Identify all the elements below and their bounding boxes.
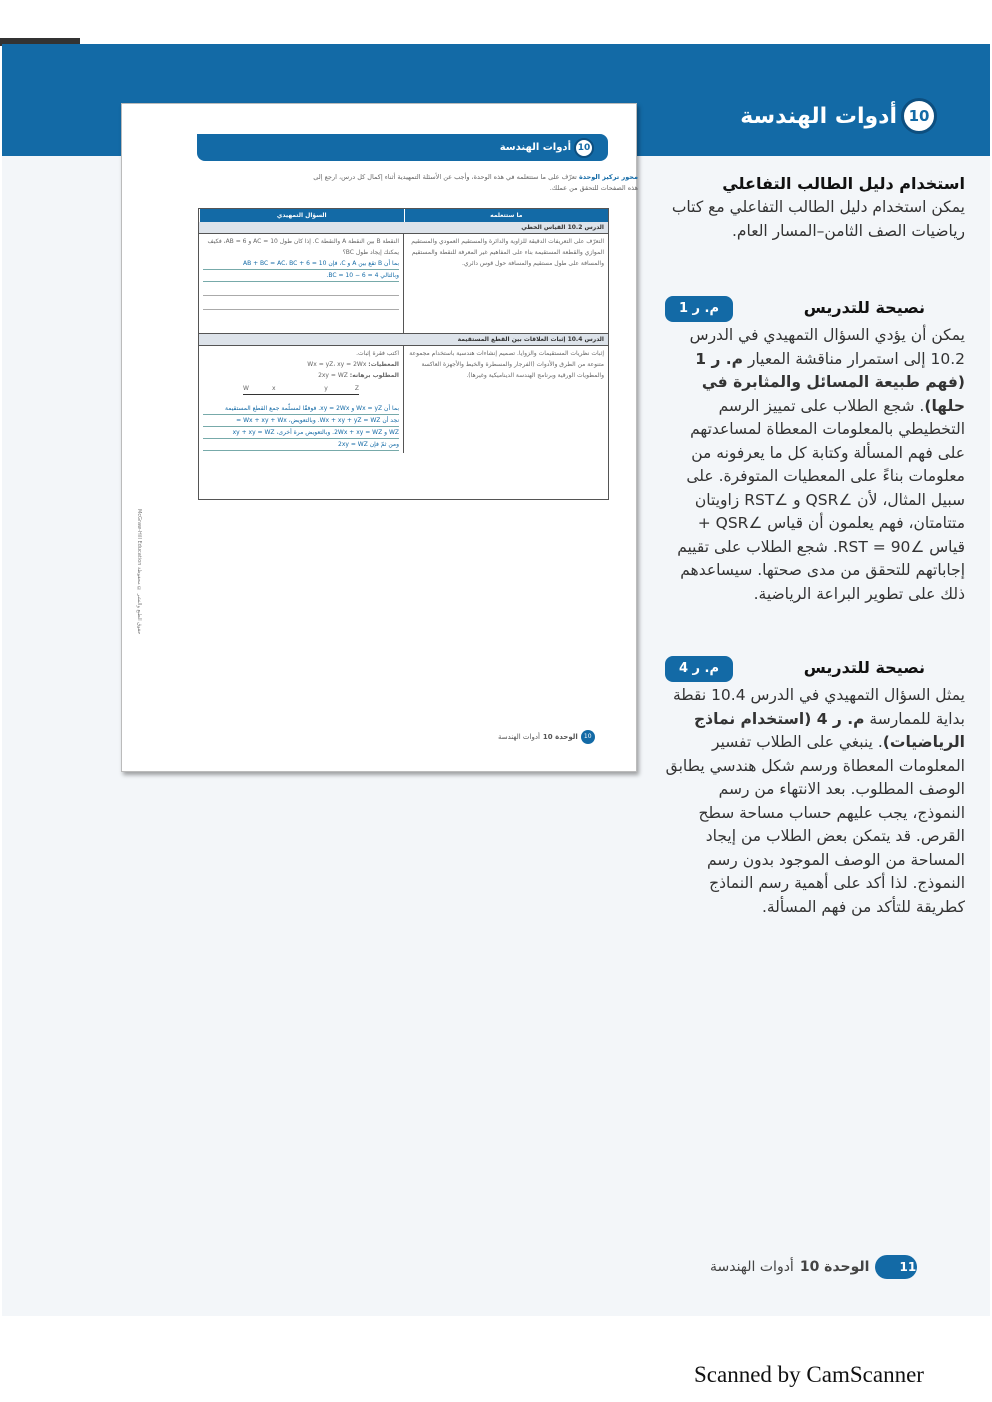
section-teaching-tip-1 bbox=[665, 296, 965, 606]
section-body-rest: . ينبغي على الطلاب تفسير المعلومات المعطاة ورسم شكل هندسي يطابق الوصف المطلوب. بعد الانتهاء من رسم النموذج، يجب عليهم حساب مساحة سطح القرص. قد يتمكن بعض الطلاب من إيجاد المساحة من الوصف الموجود بدون رسم النموذج. لذا أكد على أهمية رسم النماذج كطريقة للتأكد من فهم المسألة. bbox=[665, 733, 965, 916]
copyright-text: McGraw-Hill Education حقوق الطبع والنشر © محفوظة bbox=[136, 509, 142, 635]
scanner-watermark: Scanned by CamScanner bbox=[694, 1362, 924, 1387]
page-number: 11 bbox=[875, 1255, 917, 1279]
unit-title: أدوات الهندسة bbox=[740, 103, 897, 129]
given-label: المعطيات: bbox=[368, 361, 399, 368]
intro-bold: محور تركيز الوحدة bbox=[578, 173, 638, 181]
section-teaching-tip-4 bbox=[665, 656, 965, 919]
footer-title: أدوات الهندسة bbox=[710, 1259, 794, 1275]
thumbnail-footer-unit: الوحدة 10 bbox=[542, 733, 578, 741]
answer-line: ومن ثمّ فإن 2xy = WZ bbox=[203, 439, 399, 451]
given-value: Wx = yZ، xy = 2Wx bbox=[307, 361, 367, 368]
section-heading: استخدام دليل الطالب التفاعلي bbox=[722, 174, 965, 193]
thumbnail-title: أدوات الهندسة bbox=[499, 142, 571, 153]
col-header-question: السؤال التمهيدي bbox=[199, 209, 404, 222]
point-label: Z bbox=[354, 385, 359, 392]
point-label: y bbox=[324, 385, 328, 392]
section-body: يمكن استخدام دليل الطالب التفاعلي مع كتاب رياضيات الصف الثامن–المسار العام. bbox=[671, 198, 965, 240]
table-header bbox=[199, 209, 608, 222]
section-body-bold: م. ر 1 (فهم طبيعة المسائل والمثابرة في حلها) bbox=[695, 349, 965, 415]
intro-text: تعرّف على ما ستتعلمه في هذه الوحدة، وأجب عن الأسئلة التمهيدية أثناء إكمال كل درس، ارجع إلى هذه الصفحات للتحقق من عملك. bbox=[313, 173, 638, 192]
lesson-title: الدرس 10.2 القياس الخطي bbox=[199, 222, 608, 234]
prove-label: المطلوب برهانه: bbox=[349, 372, 399, 379]
section-body: يمكن أن يؤدي السؤال التمهيدي في الدرس 10.2 إلى استمرار مناقشة المعيار bbox=[689, 326, 965, 368]
answer-line: نجد أن Wx + xy + yZ = WZ. وبالتعويض، Wx + xy + Wx = bbox=[203, 415, 399, 427]
point-label: x bbox=[272, 385, 276, 392]
unit-badge: 10 bbox=[901, 98, 937, 134]
page-footer bbox=[710, 1255, 917, 1279]
learn-cell: إثبات نظريات المستقيمات والزوايا. تصميم إنشاءات هندسية باستخدام مجموعة متنوعة من الطرق والأدوات (الفرجار والمسطرة والخيط والأجهزة العاكسة والمطويات الورقية وبرنامج الهندسة الديناميكية وغيرها). bbox=[409, 350, 604, 379]
student-page-thumbnail bbox=[121, 103, 637, 772]
standard-tag: م. ر 1 bbox=[665, 296, 733, 322]
question-text: اكتب فقرة إثبات. bbox=[356, 350, 399, 357]
thumbnail-unit-badge: 10 bbox=[574, 138, 594, 158]
blank-line bbox=[203, 296, 399, 310]
thumbnail-footer-title: أدوات الهندسة bbox=[498, 733, 540, 741]
section-heading: نصيحة للتدريس bbox=[803, 658, 925, 677]
answer-line: WZ و 2Wx + xy = WZ. وبالتعويض مرة أخرى، xy + xy = WZ bbox=[203, 427, 399, 439]
footer-unit: الوحدة 10 bbox=[799, 1259, 870, 1275]
question-cell bbox=[199, 346, 404, 453]
table-row bbox=[199, 234, 608, 334]
learn-cell: التعرّف على التعريفات الدقيقة للزاوية والدائرة والمستقيم العمودي والمستقيم الموازي والقطعة المستقيمة بناء على المفاهيم غير المعرفة للنقطة والمستقيم والمسافة على طول مستقيم والمسافة حول قوس دائري. bbox=[411, 238, 604, 267]
section-body-rest: . شجع الطلاب على تمييز الرسم التخطيطي بالمعلومات المعطاة لمساعدتهم على فهم المسألة وكتابة كل ما يعرفونه من معلومات بناءً على المعطيات المتوفرة. على سبيل المثال، لأن ∠QSR و ∠RST زاويتان متتامتان، فهم يعلمون أن قياس ∠QSR + قياس ∠RST = 90. شجع الطلاب على تقييم إجاباتهم للتحقق من مدى صحتها. سيساعدهم ذلك على تطوير البراعة الرياضية. bbox=[677, 396, 965, 603]
thumbnail-footer bbox=[498, 730, 595, 744]
section-interactive-guide bbox=[665, 172, 965, 243]
answer-line: وبالتالي BC = 10 − 6 = 4. bbox=[203, 270, 399, 282]
top-margin bbox=[0, 0, 992, 44]
question-text: النقطة B بين النقطة A والنقطة C. إذا كان طول AC = 10 و AB = 6، فكيف يمكنك إيجاد طول BC؟ bbox=[207, 238, 399, 256]
thumbnail-header bbox=[197, 134, 608, 161]
thumbnail-intro bbox=[302, 172, 638, 194]
segment-diagram bbox=[243, 383, 359, 401]
section-heading: نصيحة للتدريس bbox=[803, 298, 925, 317]
table-row bbox=[199, 346, 608, 453]
section-body: يمثل السؤال التمهيدي في الدرس 10.4 نقطة بداية للممارسة bbox=[672, 686, 965, 728]
segment-line bbox=[243, 394, 359, 395]
prove-value: 2xy = WZ bbox=[318, 372, 348, 379]
thumbnail-page-number: 10 bbox=[581, 730, 595, 744]
lessons-table bbox=[198, 208, 609, 500]
standard-tag: م. ر 4 bbox=[665, 656, 733, 682]
answer-line: بما أن B تقع بين A و C، فإن AB + BC = AC، BC + 6 = 10 bbox=[203, 258, 399, 270]
blank-line bbox=[203, 282, 399, 296]
answer-line: بما أن Wx = yZ و xy = 2Wx. فوفقًا لمسلّمة جمع القطع المستقيمة bbox=[203, 403, 399, 415]
point-label: W bbox=[243, 385, 249, 392]
page-title bbox=[740, 98, 937, 134]
col-header-learn: ما ستتعلمه bbox=[404, 209, 609, 222]
lesson-title: الدرس 10.4 إثبات العلاقات بين القطع المستقيمة bbox=[199, 334, 608, 346]
question-cell bbox=[199, 234, 404, 333]
section-body-bold: م. ر 4 (استخدام نماذج الرياضيات) bbox=[694, 709, 965, 751]
